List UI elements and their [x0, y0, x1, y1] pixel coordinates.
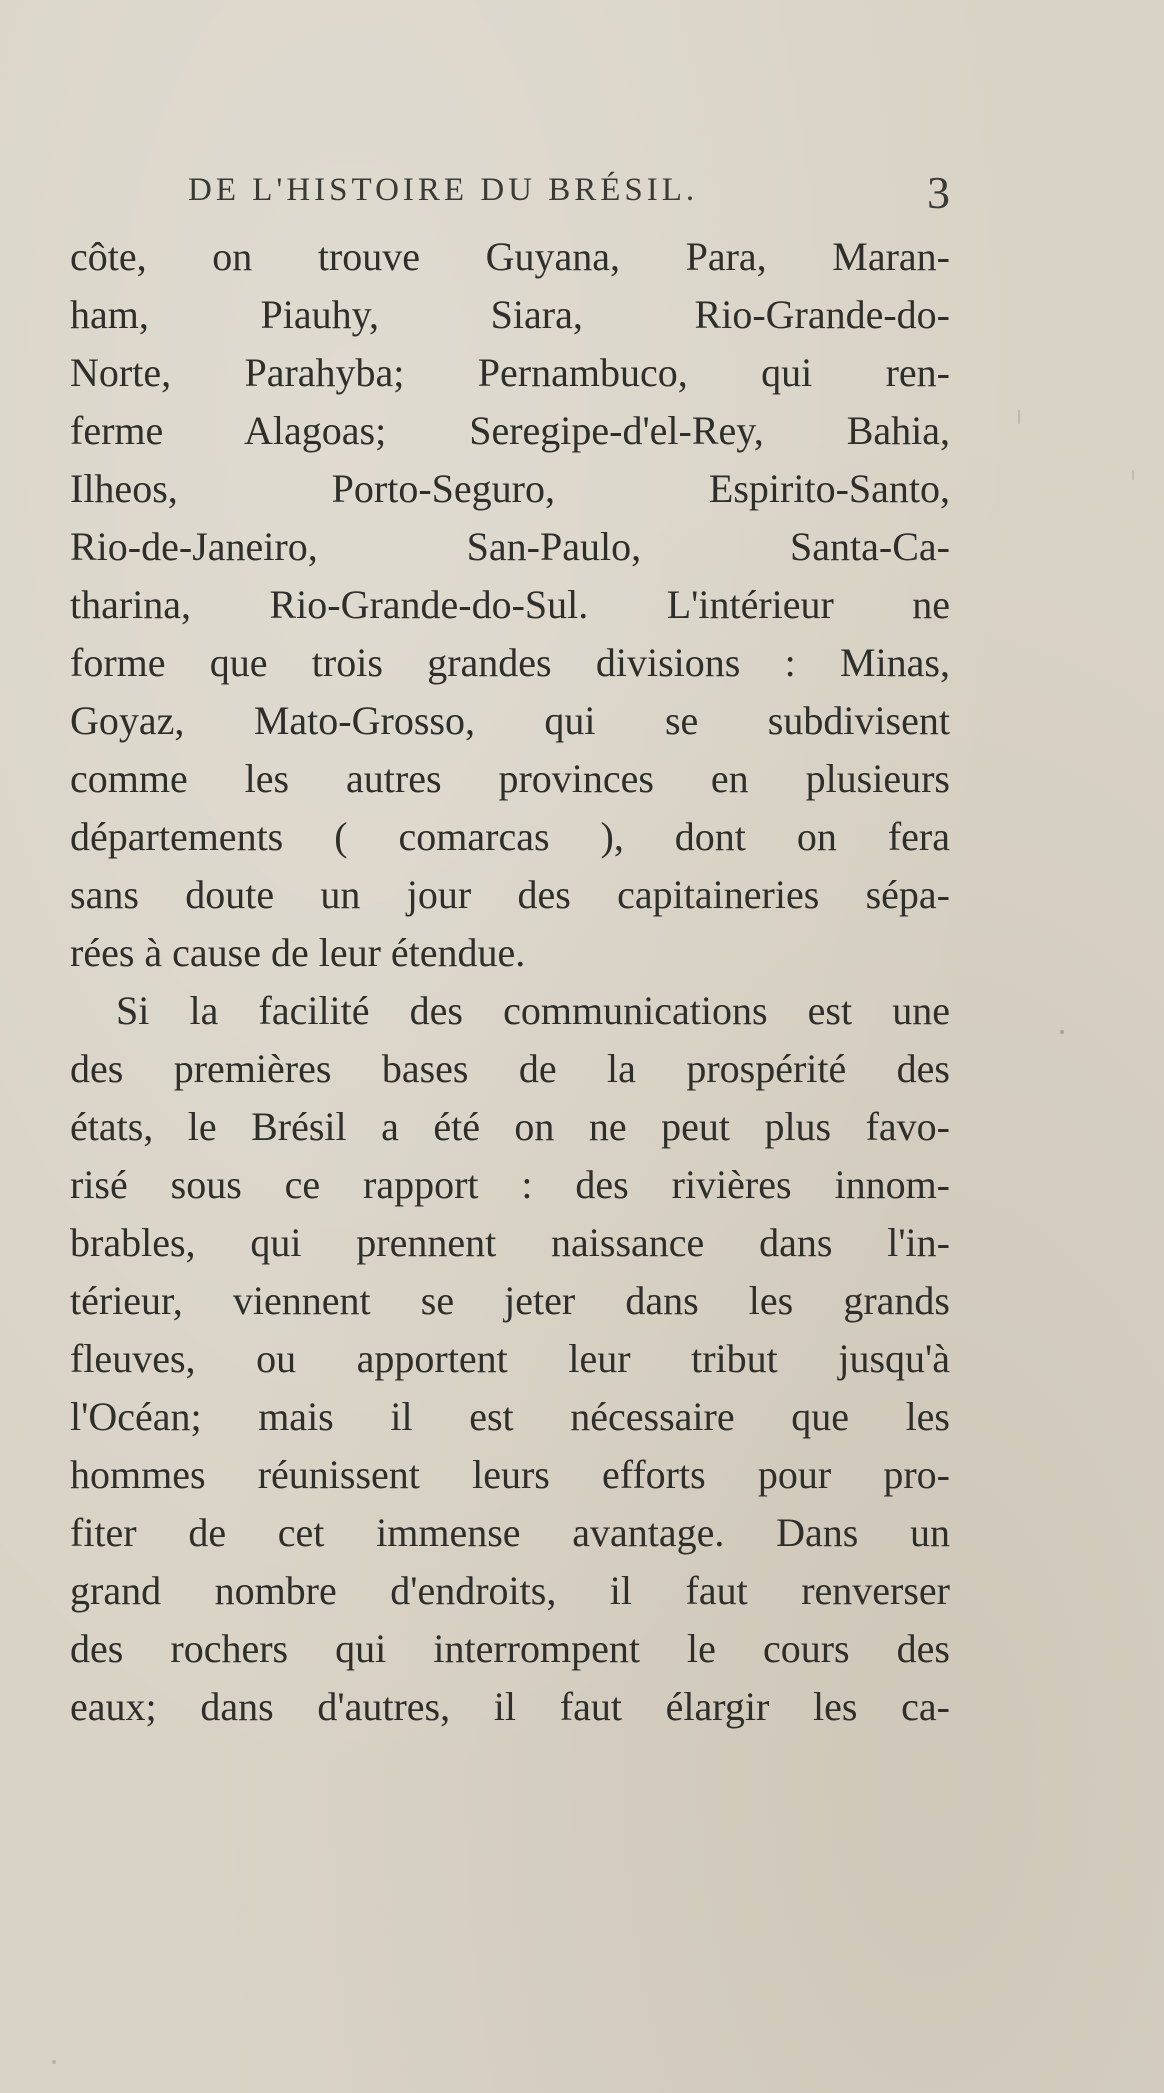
text-line: Goyaz, Mato-Grosso, qui se subdivisent: [70, 698, 950, 743]
text-line: risé sous ce rapport : des rivières innom-: [70, 1162, 950, 1207]
text-line: des premières bases de la prospérité des: [70, 1046, 950, 1091]
body-text: [70, 228, 950, 1736]
text-line: départements ( comarcas ), dont on fera: [70, 814, 950, 859]
text-line: Si la facilité des communications est une: [116, 988, 950, 1033]
text-line: l'Océan; mais il est nécessaire que les: [70, 1394, 950, 1439]
text-line: hommes réunissent leurs efforts pour pro-: [70, 1452, 950, 1497]
text-line: états, le Brésil a été on ne peut plus favo-: [70, 1104, 950, 1149]
text-line: fiter de cet immense avantage. Dans un: [70, 1510, 950, 1555]
text-line: forme que trois grandes divisions : Minas,: [70, 640, 950, 685]
text-line: grand nombre d'endroits, il faut renverser: [70, 1568, 950, 1613]
text-line: côte, on trouve Guyana, Para, Maran-: [70, 234, 950, 279]
text-line: eaux; dans d'autres, il faut élargir les ca-: [70, 1684, 950, 1729]
text-line: ferme Alagoas; Seregipe-d'el-Rey, Bahia,: [70, 408, 950, 453]
text-line: ham, Piauhy, Siara, Rio-Grande-do-: [70, 292, 950, 337]
paper-speck: [1060, 1030, 1064, 1034]
text-line: comme les autres provinces en plusieurs: [70, 756, 950, 801]
text-line: Rio-de-Janeiro, San-Paulo, Santa-Ca-: [70, 524, 950, 569]
text-line: Norte, Parahyba; Pernambuco, qui ren-: [70, 350, 950, 395]
paragraph: [70, 228, 950, 982]
text-line: tharina, Rio-Grande-do-Sul. L'intérieur ne: [70, 582, 950, 627]
text-line: des rochers qui interrompent le cours des: [70, 1626, 950, 1671]
text-line: Ilheos, Porto-Seguro, Espirito-Santo,: [70, 466, 950, 511]
page-number: 3: [927, 167, 950, 218]
paper-speck: [1018, 410, 1020, 424]
paragraph: [70, 982, 950, 1736]
text-line: térieur, viennent se jeter dans les grands: [70, 1278, 950, 1323]
text-line: rées à cause de leur étendue.: [70, 930, 526, 975]
running-head-title: DE L'HISTOIRE DU BRÉSIL.: [188, 172, 699, 208]
text-line: brables, qui prennent naissance dans l'in-: [70, 1220, 950, 1265]
text-line: sans doute un jour des capitaineries sépa-: [70, 872, 950, 917]
paper-speck: [1132, 470, 1134, 480]
paper-speck: [52, 2060, 56, 2064]
running-head: [70, 167, 950, 222]
text-line: fleuves, ou apportent leur tribut jusqu'à: [70, 1336, 950, 1381]
